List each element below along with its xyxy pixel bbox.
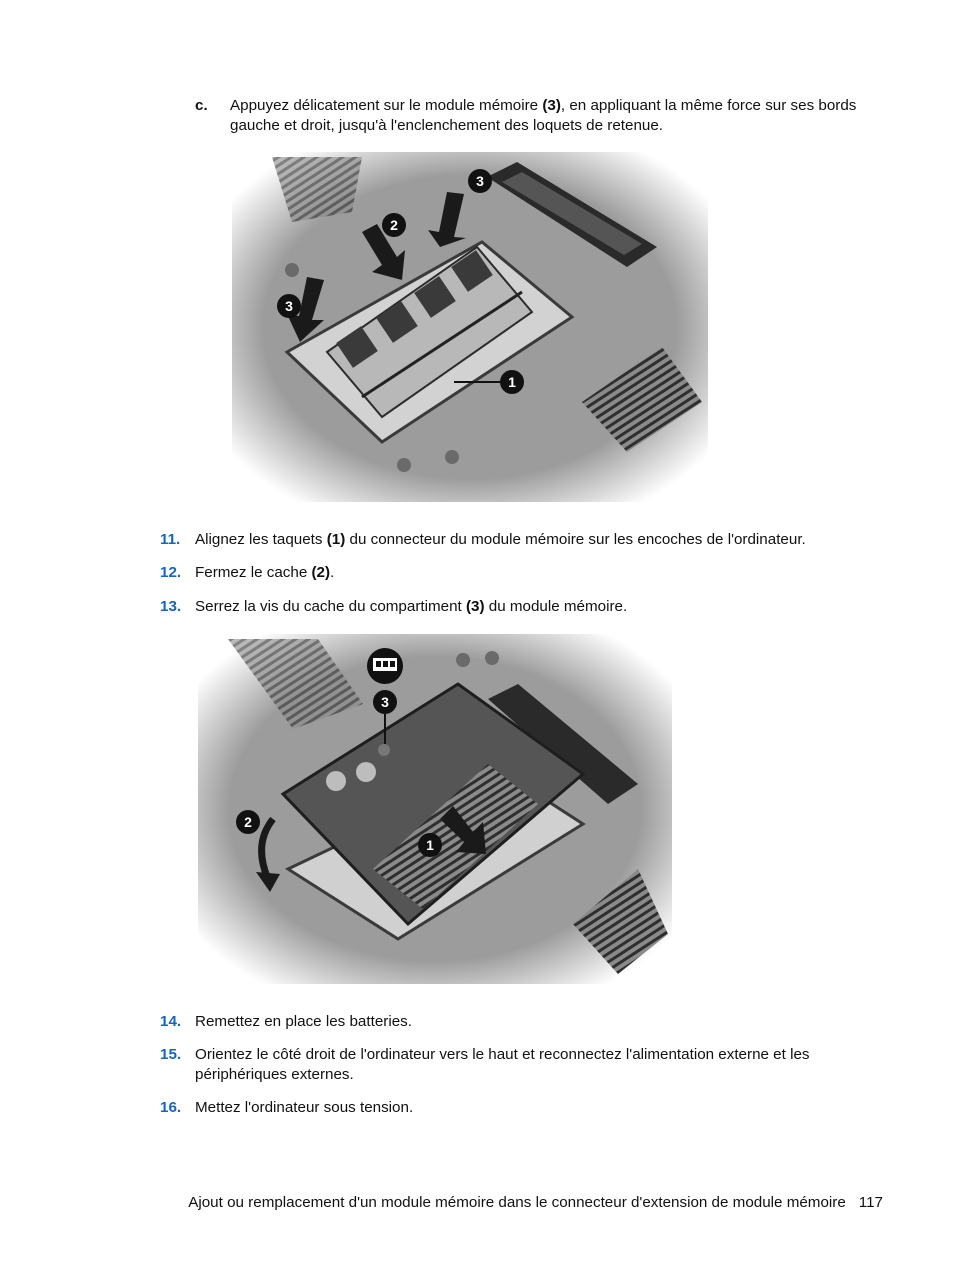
step-15 — [160, 1045, 900, 1085]
callout-1 — [500, 370, 524, 394]
step-number: 13. — [160, 598, 182, 615]
step-number: 11. — [160, 531, 181, 548]
callout-1 — [418, 833, 442, 857]
step-text: Serrez la vis du cache du compartiment (3) du module mémoire. — [195, 598, 628, 615]
step-number: 12. — [160, 564, 182, 581]
step-number: 15. — [160, 1046, 182, 1063]
step-text-line1: Orientez le côté droit de l'ordinateur vers le haut et reconnectez l'alimentation externe et les — [195, 1046, 810, 1063]
step-text-line2: périphériques externes. — [195, 1066, 354, 1083]
step-11 — [160, 530, 900, 550]
callout-3-right-label: 3 — [476, 173, 484, 189]
callout-1-label: 1 — [426, 837, 434, 853]
page-footer — [163, 1193, 883, 1213]
figure-memory-cover-close — [198, 634, 672, 984]
callout-1-label: 1 — [508, 374, 516, 390]
callout-3-right — [468, 169, 492, 193]
callout-2 — [236, 810, 260, 834]
callout-2-label: 2 — [244, 814, 252, 830]
figure-memory-module-insert — [232, 152, 708, 502]
step-text — [195, 1045, 809, 1085]
step-12 — [160, 563, 900, 583]
step-number: 16. — [160, 1099, 182, 1116]
step-14 — [160, 1012, 900, 1032]
step-text-line2: gauche et droit, jusqu'à l'enclenchement des loquets de retenue. — [230, 117, 664, 134]
step-16 — [160, 1098, 900, 1118]
step-text: Fermez le cache (2). — [195, 564, 335, 581]
step-13 — [160, 597, 900, 617]
callout-2-label: 2 — [390, 217, 398, 233]
callout-2 — [382, 213, 406, 237]
step-text: Remettez en place les batteries. — [195, 1013, 412, 1030]
step-text: Alignez les taquets (1) du connecteur du module mémoire sur les encoches de l'ordinateur. — [195, 531, 806, 548]
memory-module-icon — [367, 648, 403, 684]
callout-3-left — [277, 294, 301, 318]
step-marker: c. — [195, 97, 208, 114]
footer-title: Ajout ou remplacement d'un module mémoire dans le connecteur d'extension de module mémoire — [188, 1194, 846, 1211]
callout-3-left-label: 3 — [285, 298, 293, 314]
callout-3-label: 3 — [381, 694, 389, 710]
callout-3 — [373, 690, 397, 714]
page-number: 117 — [858, 1194, 883, 1211]
step-number: 14. — [160, 1013, 182, 1030]
step-text: Mettez l'ordinateur sous tension. — [195, 1099, 414, 1116]
step-c — [195, 96, 895, 136]
step-text-line1: Appuyez délicatement sur le module mémoire (3), en appliquant la même force sur ses bords — [230, 97, 857, 114]
